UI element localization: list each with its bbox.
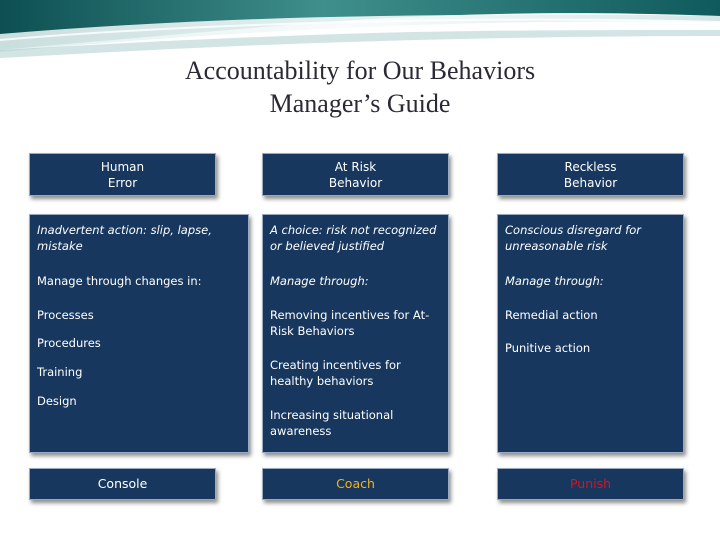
header-line-1: Human: [100, 159, 145, 174]
header-human-error: [29, 153, 216, 196]
description: A choice: risk not recognized or believed justified: [270, 223, 437, 253]
manage-text: Manage through:: [270, 274, 369, 288]
slide-title: [0, 54, 720, 120]
list-item: Procedures: [37, 336, 101, 350]
title-line-2: Manager’s Guide: [269, 89, 451, 118]
action-label: Punish: [569, 476, 612, 491]
description: Conscious disregard for unreasonable risk: [505, 223, 641, 253]
list-item: Remedial action: [505, 308, 598, 322]
list-item: Processes: [37, 308, 94, 322]
manage-text: Manage through changes in:: [37, 274, 202, 288]
header-line-2: Behavior: [328, 175, 383, 190]
list-item: Increasing situational awareness: [270, 408, 394, 438]
header-line-2: Error: [107, 175, 138, 190]
description: Inadvertent action: slip, lapse, mistake: [37, 223, 212, 253]
action-coach: [262, 468, 449, 500]
column-at-risk-behavior: [262, 214, 449, 453]
action-console: [29, 468, 216, 500]
column-human-error: [29, 214, 249, 453]
list-item: Design: [37, 394, 77, 408]
decorative-banner: [0, 0, 720, 62]
list-item: Creating incentives for healthy behaviors: [270, 358, 401, 388]
manage-text: Manage through:: [505, 274, 604, 288]
list-item: Training: [37, 365, 83, 379]
title-line-1: Accountability for Our Behaviors: [184, 56, 536, 85]
list-item: Punitive action: [505, 341, 591, 355]
header-at-risk-behavior: [262, 153, 449, 196]
header-line-1: Reckless: [564, 159, 617, 174]
list-item: Removing incentives for At-Risk Behaviors: [270, 308, 430, 338]
header-line-1: At Risk: [334, 159, 377, 174]
header-line-2: Behavior: [563, 175, 618, 190]
action-punish: [497, 468, 684, 500]
action-label: Coach: [336, 476, 375, 491]
action-label: Console: [97, 476, 148, 491]
column-reckless-behavior: [497, 214, 684, 453]
header-reckless-behavior: [497, 153, 684, 196]
